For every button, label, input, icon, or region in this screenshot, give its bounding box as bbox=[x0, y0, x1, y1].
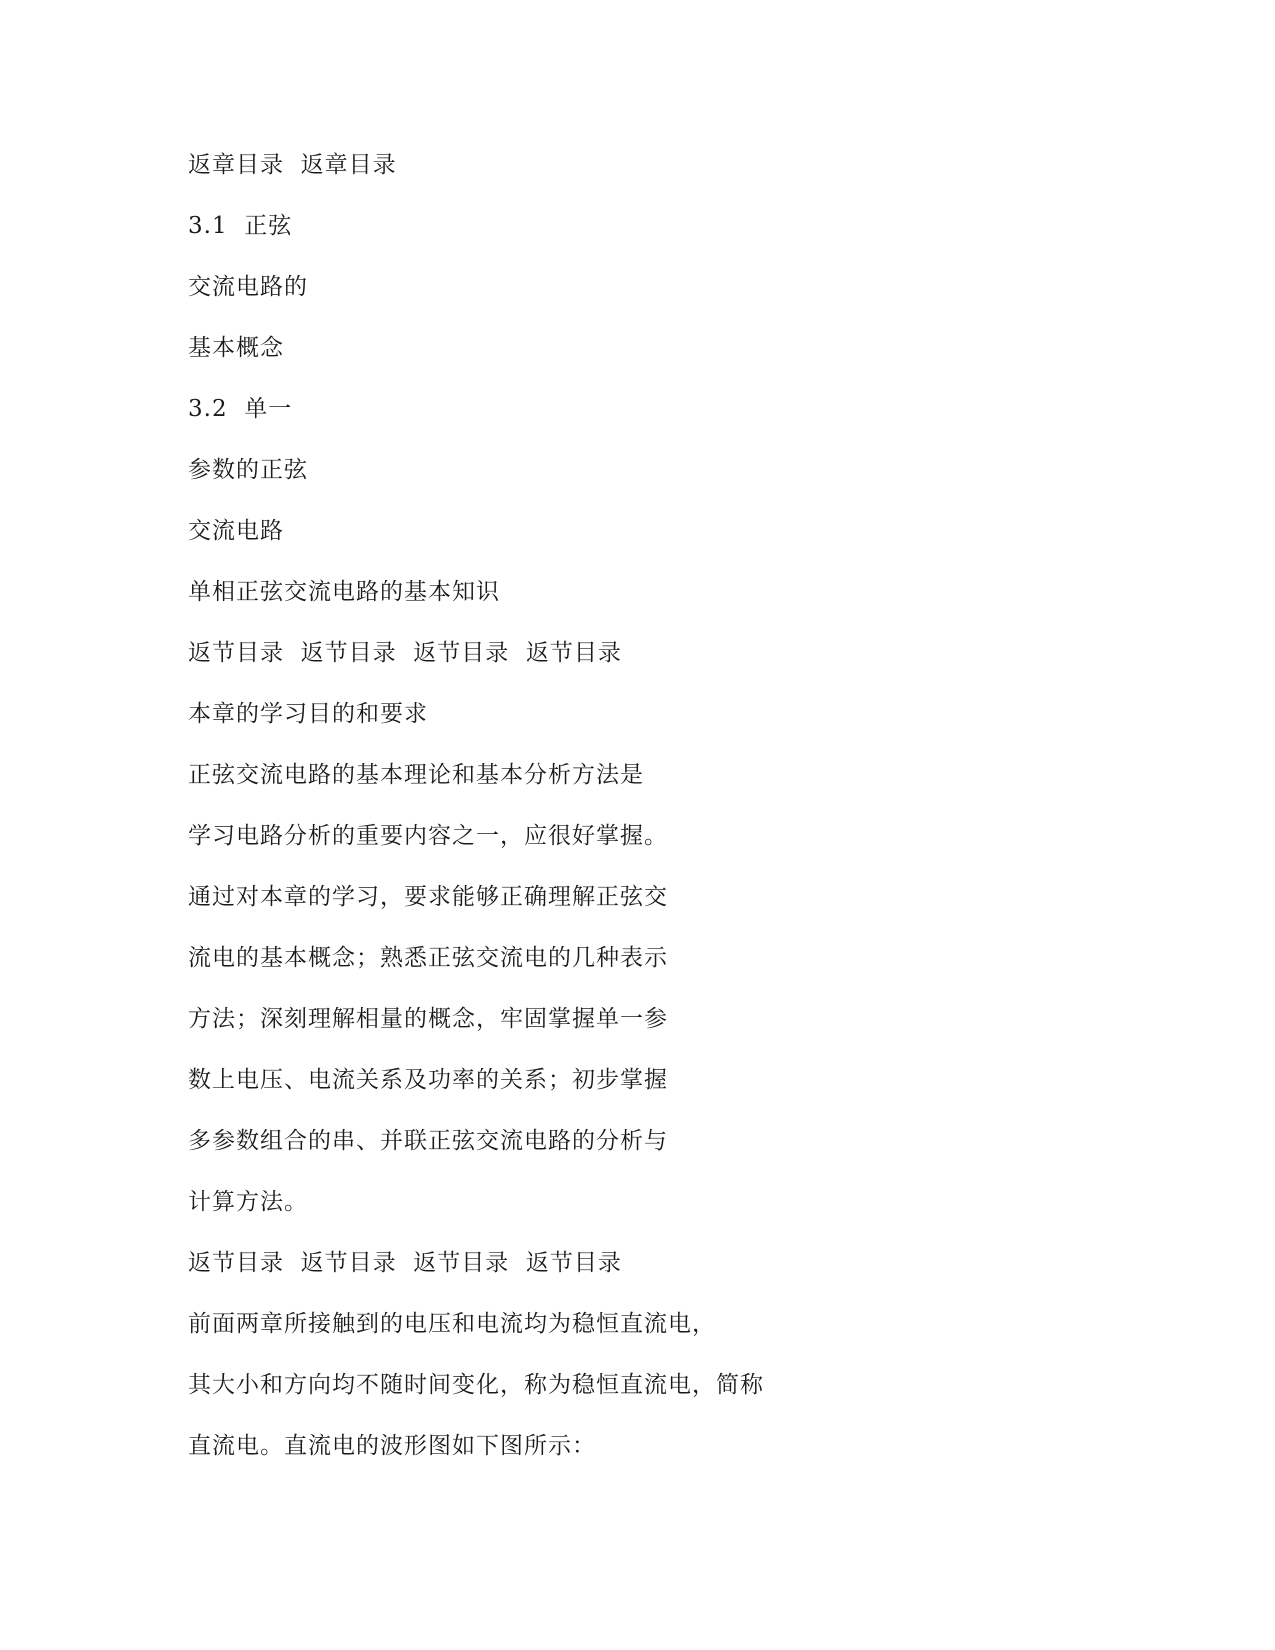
section-3-1-title-line-2: 交流电路的 bbox=[188, 274, 308, 300]
section-nav-links[interactable]: 返节目录 返节目录 返节目录 返节目录 bbox=[188, 1250, 622, 1276]
paragraph-line: 正弦交流电路的基本理论和基本分析方法是 bbox=[188, 762, 644, 788]
section-3-2-title-line-2: 参数的正弦 bbox=[188, 457, 308, 483]
paragraph-line: 计算方法。 bbox=[188, 1189, 308, 1215]
paragraph-line: 方法；深刻理解相量的概念，牢固掌握单一参 bbox=[188, 1006, 668, 1032]
paragraph-line: 流电的基本概念；熟悉正弦交流电的几种表示 bbox=[188, 945, 668, 971]
paragraph-line: 直流电。直流电的波形图如下图所示： bbox=[188, 1433, 596, 1459]
paragraph-line: 学习电路分析的重要内容之一，应很好掌握。 bbox=[188, 823, 668, 849]
section-3-2-title-line-3: 交流电路 bbox=[188, 518, 284, 544]
paragraph-line: 通过对本章的学习，要求能够正确理解正弦交 bbox=[188, 884, 668, 910]
section-3-1-title-line-3: 基本概念 bbox=[188, 335, 284, 361]
section-3-1-heading: 3.1 正弦 bbox=[188, 213, 293, 239]
section-3-2-heading: 3.2 单一 bbox=[188, 396, 293, 422]
paragraph-line: 其大小和方向均不随时间变化，称为稳恒直流电，简称 bbox=[188, 1372, 764, 1398]
paragraph-line: 多参数组合的串、并联正弦交流电路的分析与 bbox=[188, 1128, 668, 1154]
chapter-title: 单相正弦交流电路的基本知识 bbox=[188, 579, 500, 605]
paragraph-line: 数上电压、电流关系及功率的关系；初步掌握 bbox=[188, 1067, 668, 1093]
paragraph-line: 前面两章所接触到的电压和电流均为稳恒直流电， bbox=[188, 1311, 716, 1337]
chapter-nav-links[interactable]: 返章目录 返章目录 bbox=[188, 152, 397, 178]
section-nav-links[interactable]: 返节目录 返节目录 返节目录 返节目录 bbox=[188, 640, 622, 666]
objectives-heading: 本章的学习目的和要求 bbox=[188, 701, 428, 727]
